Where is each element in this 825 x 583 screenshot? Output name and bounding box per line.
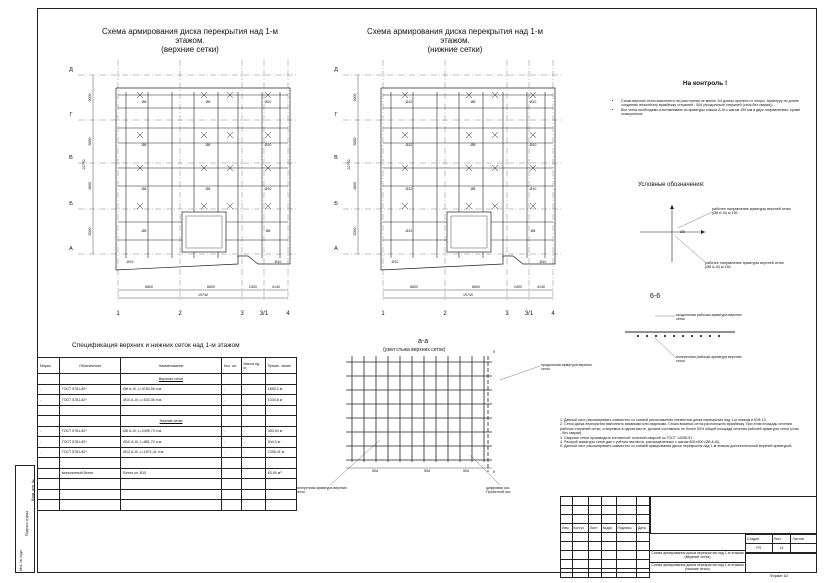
cell: - <box>241 395 265 406</box>
spec-header-mass: Масса ед., кг <box>241 358 265 374</box>
cell: 1890,2 кг <box>265 384 296 395</box>
plan-bottom-rebar-label: Ø12 <box>405 187 413 191</box>
stamp-stage <box>745 534 817 553</box>
plan-top-dim-left-text-0: 3000 <box>88 93 92 102</box>
stamp-desc-2: Схема армирования диска перекрытия над 1-м этажом (нижние сетки) <box>651 563 744 572</box>
spec-header-designation: Обозначение <box>59 358 120 374</box>
table-row <box>38 384 297 395</box>
plan-top <box>69 60 298 317</box>
plan-bottom-cross-mark <box>530 132 536 138</box>
plan-top-col-label-0: 1 <box>116 311 120 317</box>
plan-bottom-rebar-label: Ø8 <box>470 187 476 191</box>
plan-top-dim-total-text: 19740 <box>198 293 208 297</box>
cell: Бетон кл. В15 <box>121 468 222 479</box>
cell: ГОСТ 5781-82* <box>59 395 120 406</box>
section-66-dot <box>709 335 711 337</box>
cell: 63,90 м³ <box>265 468 296 479</box>
plan-bottom-edge-label: Ø10 <box>539 260 547 264</box>
cell: Ø12 А-III, L=1571,41 п.м. <box>121 447 222 458</box>
spec-group-top: Верхние сетки <box>121 374 222 385</box>
plan-bottom-rebar-label: Ø10 <box>529 143 537 147</box>
stamp-format: Формат А2 <box>770 574 789 578</box>
section-aa-label-cross: поперечная арматура верхних сеток <box>296 486 347 495</box>
cell: - <box>241 447 265 458</box>
cell: 1334,8 кг <box>265 395 296 406</box>
cell: - <box>221 395 241 406</box>
cell: 1395,41 кг <box>265 447 296 458</box>
plan-bottom-dim-left-text-3: 5000 <box>353 227 357 236</box>
cell: - <box>221 384 241 395</box>
side-label-1: Инв. № подл. <box>19 549 23 571</box>
cell: - <box>38 447 60 458</box>
stamp-sheet: 14 <box>772 544 791 553</box>
section-aa-subtitle: (узел стыка верхних сеток) <box>383 347 446 353</box>
plan-bottom-cross-mark <box>530 203 536 209</box>
plan-bottom-dim-left-text-0: 3000 <box>353 93 357 102</box>
plan-bottom-col-label-3: 3/1 <box>524 311 534 317</box>
section-66-dot <box>691 335 693 337</box>
stamp-top-right <box>650 496 817 534</box>
plan-top-row-label-0: Д <box>69 67 73 73</box>
plan-bottom-rebar-label: Ø8 <box>530 229 536 233</box>
plan-top-title-1: Схема армирования диска перекрытия над 1-м этажом. <box>101 27 279 45</box>
plan-top-row-label-4: А <box>69 246 73 252</box>
cell <box>221 468 241 479</box>
cell: - <box>38 426 60 437</box>
plan-bottom-dim-left-text-1: 5850 <box>353 137 357 146</box>
table-row <box>38 437 297 448</box>
plan-bottom-edge-label: Ø10 <box>391 260 399 264</box>
spec-table <box>37 357 297 511</box>
plan-top-title-2: (верхние сетки) <box>161 45 219 54</box>
plan-top-rebar-label: Ø10 <box>264 187 272 191</box>
stamp-empty <box>745 553 817 573</box>
stamp-sheets-h: Листов <box>791 535 817 544</box>
plan-top-dim-text-2: 2400 <box>249 285 257 289</box>
plan-top-dim-left-text-1: 5850 <box>88 137 92 146</box>
stamp-col-izm: Изм <box>561 524 573 533</box>
plan-top-cross-mark <box>227 132 233 138</box>
plan-top-col-label-3: 3/1 <box>259 311 269 317</box>
section-aa-title: а-а <box>418 338 429 345</box>
side-label-3: Взам. инв. № <box>31 479 35 501</box>
plan-top-cross-mark <box>201 203 207 209</box>
cell: ГОСТ 5781-82* <box>59 447 120 458</box>
plan-top-dim-text-0: 6600 <box>145 285 153 289</box>
cell <box>241 468 265 479</box>
cell: - <box>241 384 265 395</box>
plan-top-col-label-2: 3 <box>240 311 244 317</box>
plan-bottom-rebar-label: Ø8 <box>470 100 476 104</box>
legend-arrowheads <box>670 205 705 234</box>
plan-bottom <box>334 60 563 317</box>
section-66-dot <box>655 335 657 337</box>
plan-bottom-dim-text-1: 6600 <box>472 285 480 289</box>
spec-header-note: Приме- чание <box>265 358 296 374</box>
section-aa-mark-top: б <box>493 350 496 354</box>
plan-top-rebar-label: Ø8 <box>141 187 147 191</box>
plan-top-dim-left-text-2: 4800 <box>88 182 92 190</box>
plan-top-dim-left-text-3: 5000 <box>88 227 92 236</box>
table-row <box>38 468 297 479</box>
cell: - <box>38 395 60 406</box>
plan-bottom-cross-mark <box>492 203 498 209</box>
cell: Ø8 А-III, L=4784,55 п.м. <box>121 384 222 395</box>
plan-top-opening <box>182 212 226 252</box>
stamp-col-kol: Кол.уч <box>572 524 588 533</box>
cell: - <box>221 426 241 437</box>
plan-top-rebar-label: Ø8 <box>141 143 147 147</box>
section-66-dot <box>718 335 720 337</box>
plan-bottom-cross-mark <box>466 203 472 209</box>
stamp-stage: РП <box>746 544 773 553</box>
plan-bottom-rebar-label: Ø12 <box>405 100 413 104</box>
section-aa-leader-2 <box>470 455 500 485</box>
section-66-label-2: поперечная рабочая арматура верхних сеток <box>676 355 742 364</box>
plan-bottom-rebar-label: Ø10 <box>529 187 537 191</box>
plan-top-cross-mark <box>137 132 143 138</box>
plan-top-edge-label: Ø10 <box>274 260 282 264</box>
plan-top-rebar-label: Ø8 <box>141 100 147 104</box>
plan-top-col-label-4: 4 <box>286 311 290 317</box>
plan-top-cross-mark <box>201 132 207 138</box>
section-66-dot <box>646 335 648 337</box>
plan-bottom-cross-mark <box>402 203 408 209</box>
note-2: 2. Сетки диска перекрытия выполнить вязаными или сварными. Стыки вязаных сеток расположить вразбежку. При этом площадь сечения рабочих стержней сетки, стыкуемых в одном месте, должна составлять не более 50% общей площади сечения рабочей арматуры сетки (стык - без сварки). <box>560 422 799 436</box>
table-row <box>38 426 297 437</box>
note-4: 4. Раскрой арматуры сетки дан с учётом нахлёста, распределенных с шагом 600×600 (Ø8 А-III). <box>560 440 721 445</box>
section-66-dot <box>637 335 639 337</box>
cell: Ø8 А-III, L=2495,73 п.м. <box>121 426 222 437</box>
plan-bottom-title-2: (нижние сетки) <box>427 45 483 54</box>
spec-title: Спецификация верхних и нижних сеток над 1-м этажом <box>72 342 240 349</box>
plan-top-rebar-label: Ø8 <box>205 143 211 147</box>
stamp-col-sign: Подпись <box>616 524 636 533</box>
plan-top-col-label-1: 2 <box>178 311 182 317</box>
plan-bottom-dim-text-3: 4140 <box>537 285 545 289</box>
cell: ГОСТ 5781-82* <box>59 426 120 437</box>
plan-bottom-dim-total-text: 19740 <box>463 293 473 297</box>
stamp-col-list: Лист <box>588 524 601 533</box>
plan-bottom-rebar-label: Ø12 <box>405 229 413 233</box>
control-item-2: • Все сетки необходимо изготавливать из арматуры класса А-III с шагом 150 мм в двух направлениях, кроме оговоренных. <box>621 108 801 117</box>
control-heading: На контроль ! <box>682 80 728 87</box>
section-aa-mark-bottom: б <box>493 470 496 474</box>
table-row <box>38 447 297 458</box>
section-66-dot <box>700 335 702 337</box>
plan-bottom-row-label-4: А <box>334 246 338 252</box>
plan-top-rebar-label: Ø8 <box>205 100 211 104</box>
plan-bottom-row-label-3: Б <box>334 201 338 207</box>
plan-bottom-opening <box>447 212 491 252</box>
cell: - <box>221 447 241 458</box>
section-66-leader-2 <box>655 338 676 358</box>
plan-bottom-cross-mark <box>492 132 498 138</box>
plan-top-cross-mark <box>137 203 143 209</box>
plan-bottom-rebar-label: Ø10 <box>529 100 537 104</box>
note-5: 5. Данный лист рассматривать совместно со схемой армирования диска перекрытия над 1-м этажом дополнительной верхней арматурой. <box>560 444 793 449</box>
plan-top-rebar-label: Ø10 <box>264 143 272 147</box>
spec-header-qty: Кол. шт. <box>221 358 241 374</box>
cell: монолитный бетон <box>59 468 120 479</box>
plan-bottom-row-label-0: Д <box>334 67 338 73</box>
stamp-sheets <box>791 544 817 553</box>
spec-header-mark: Марка <box>38 358 60 374</box>
cell: 544,0 кг <box>265 437 296 448</box>
legend-label-1: рабочее направление арматуры верхней сетки (Ø8 А-III) ш 150 <box>712 207 791 216</box>
cell: ГОСТ 5781-82* <box>59 437 120 448</box>
plan-top-cross-mark <box>265 203 271 209</box>
stamp-stage-h: Стадия <box>746 535 773 544</box>
section-aa-dim-1: 50d <box>372 469 378 473</box>
section-66-dot <box>682 335 684 337</box>
note-1: 1. Данный лист рассматривать совместно со схемой расположения элементов диска перекрытия над 1-м этажом и ЮФ-13. <box>560 418 767 422</box>
section-66-dot <box>664 335 666 337</box>
stamp-col-date: Дата <box>636 524 649 533</box>
cell: Ø10 А-III, L=543,36 п.м. <box>121 395 222 406</box>
stamp-col-doc: №док <box>601 524 616 533</box>
cell: Ø10 А-III, L=881,70 п.м. <box>121 437 222 448</box>
plan-bottom-rebar-label: Ø8 <box>470 143 476 147</box>
plan-bottom-cross-mark <box>402 132 408 138</box>
control-block <box>605 80 805 117</box>
plan-bottom-dim-text-2: 2400 <box>514 285 522 289</box>
plan-top-dim-text-1: 6600 <box>207 285 215 289</box>
section-66-title: 6-6 <box>650 293 661 300</box>
section-aa-leader-1 <box>330 440 380 485</box>
legend-mark: Ø8 <box>680 230 685 234</box>
plan-top-rebar-label: Ø8 <box>141 229 147 233</box>
cell: - <box>38 437 60 448</box>
cell: 983,94 кг <box>265 426 296 437</box>
table-row <box>38 395 297 406</box>
section-aa-label-axis: цифровая ось Проектной ось <box>486 486 511 495</box>
legend-heading: Условные обозначения: <box>638 182 705 188</box>
plan-top-row-label-3: Б <box>69 201 73 207</box>
note-3: 3. Сварные сетки производить контактной точечной сваркой по ГОСТ 14098-91. <box>560 435 694 440</box>
legend-leader-2 <box>675 236 705 262</box>
spec-header-name: Наименование <box>121 358 222 374</box>
plan-top-rebar-label: Ø8 <box>265 229 271 233</box>
cell <box>38 468 60 479</box>
cell: - <box>241 426 265 437</box>
plan-bottom-dim-left-text-2: 4800 <box>353 182 357 190</box>
legend-leader-1 <box>678 212 712 228</box>
plan-bottom-col-label-4: 4 <box>551 311 555 317</box>
cell: - <box>38 384 60 395</box>
cell: ГОСТ 5781-82* <box>59 384 120 395</box>
plan-top-row-label-1: Г <box>69 112 73 118</box>
stamp-left <box>560 496 650 578</box>
stamp-desc-1: Схема армирования диска перекрытия над 1-м этажом (верхние сетки) <box>651 551 744 560</box>
plan-bottom-row-label-2: В <box>334 155 338 161</box>
plan-top-rebar-label: Ø8 <box>205 187 211 191</box>
plan-top-dim-left-total: 22750 <box>82 159 86 170</box>
control-item-1: • Стыки верхних сеток выполнить на расстоянии не менее 1/4 длины пролёта от опоры. Арматуру по длине соединять внахлёстку вразбежку стержней - 50d (продольные стержней (стык без сварки)). <box>621 99 801 108</box>
legend-label-2: рабочее направление арматуры верхней сетки (Ø8 А-III) ш 150 <box>705 261 784 270</box>
plan-bottom-cross-mark <box>466 132 472 138</box>
plan-bottom-rebar-label: Ø12 <box>405 143 413 147</box>
stamp-sheet-h: Лист <box>772 535 791 544</box>
plan-top-row-label-2: В <box>69 155 73 161</box>
plan-top-edge-label: Ø10 <box>126 260 134 264</box>
section-aa-leader-3 <box>500 366 540 380</box>
plan-top-cross-mark <box>227 203 233 209</box>
plan-bottom-title-1: Схема армирования диска перекрытия над 1-м этажом. <box>366 27 544 45</box>
plan-bottom-row-label-1: Г <box>334 112 338 118</box>
plan-top-dim-text-3: 4140 <box>272 285 280 289</box>
section-aa-dim-3: 50d <box>463 469 469 473</box>
spec-group-bottom: Нижние сетки <box>121 416 222 427</box>
plan-top-cross-mark <box>265 132 271 138</box>
plan-bottom-dim-text-0: 6600 <box>410 285 418 289</box>
plan-bottom-col-label-2: 3 <box>505 311 509 317</box>
section-aa-label-long: продольная арматура верхних сеток <box>541 363 593 372</box>
section-66-label-1: продольная рабочая арматура верхних сеток <box>676 313 742 322</box>
plan-bottom-col-label-0: 1 <box>381 311 385 317</box>
notes-block <box>560 418 800 449</box>
cell: - <box>241 437 265 448</box>
side-label-2: Подпись и дата <box>25 510 29 536</box>
plan-bottom-col-label-1: 2 <box>443 311 447 317</box>
plan-bottom-dim-left-total: 22750 <box>347 159 351 170</box>
control-list <box>613 99 801 117</box>
plan-top-rebar-label: Ø10 <box>264 100 272 104</box>
section-66-dot <box>673 335 675 337</box>
section-aa-dim-2: 50d <box>424 469 430 473</box>
cell: - <box>221 437 241 448</box>
